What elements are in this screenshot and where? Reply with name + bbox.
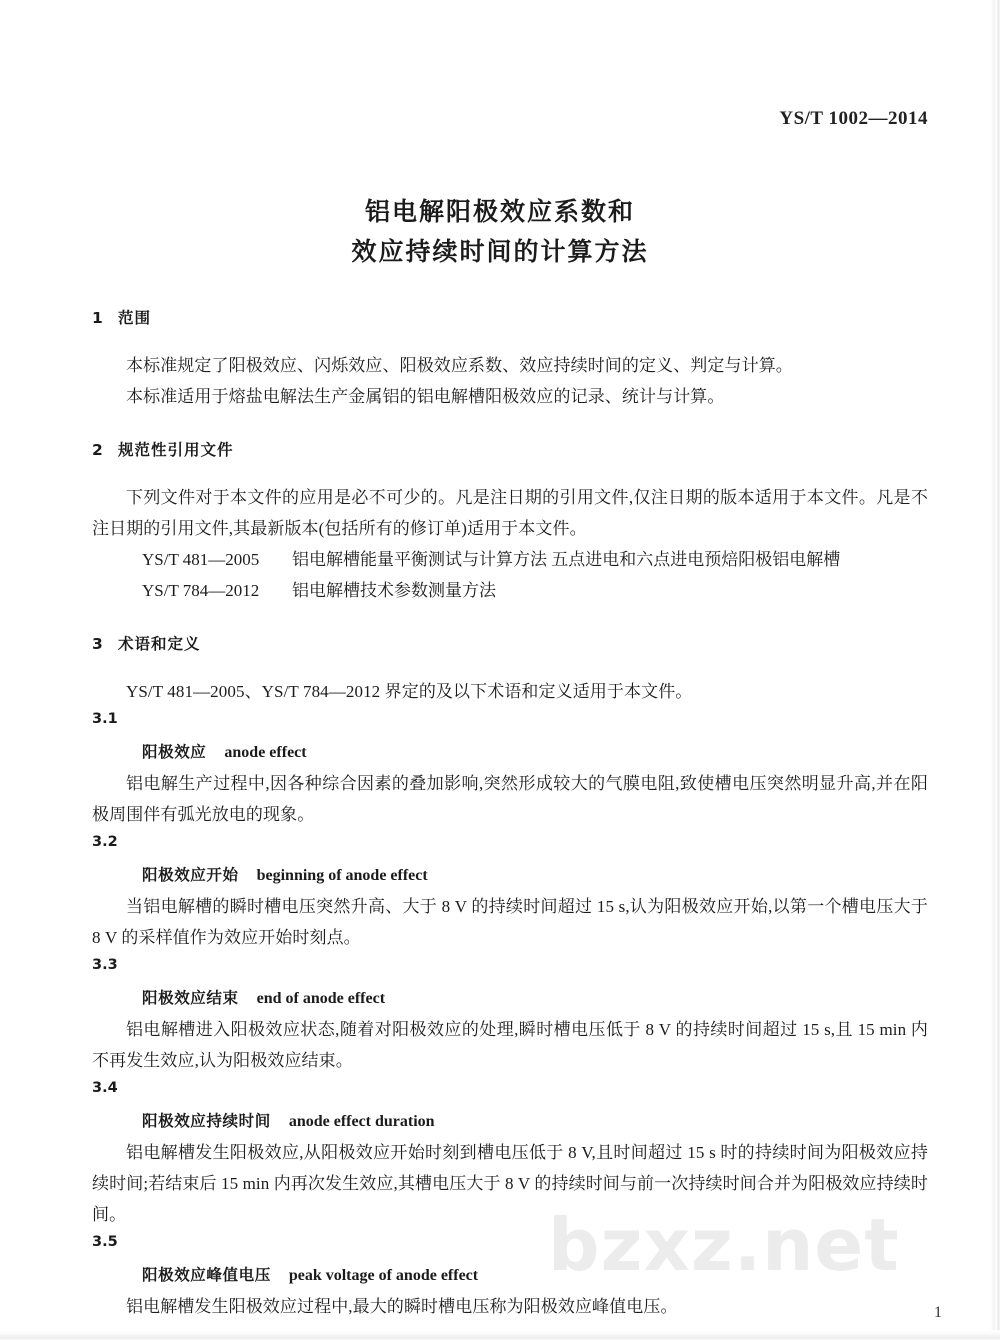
normative-reference-2 (142, 575, 928, 606)
term-body-3-2: 当铝电解槽的瞬时槽电压突然升高、大于 8 V 的持续时间超过 15 s,认为阳极效应开始,以第一个槽电压大于 8 V 的采样值作为效应开始时刻点。 (92, 897, 928, 947)
document-body (92, 306, 928, 1322)
clause-heading-1 (92, 306, 928, 328)
standard-number-header: YS/T 1002—2014 (779, 108, 928, 129)
clause-number-3: 3 (92, 635, 104, 653)
normative-reference-1-id: YS/T 481—2005 (142, 550, 260, 569)
term-title-3-5 (142, 1260, 928, 1291)
term-en-3-2: beginning of anode effect (256, 867, 428, 884)
term-body-3-3: 铝电解槽进入阳极效应状态,随着对阳极效应的处理,瞬时槽电压低于 8 V 的持续时间超过 15 s,且 15 min 内不再发生效应,认为阳极效应结束。 (92, 1020, 928, 1070)
term-title-3-2 (142, 860, 928, 891)
page-number: 1 (934, 1304, 942, 1321)
term-body-3-4: 铝电解槽发生阳极效应,从阳极效应开始时刻到槽电压低于 8 V,且时间超过 15 s 时的持续时间为阳极效应持续时间;若结束后 15 min 内再次发生效应,其槽电压大于 8 V 的持续时间与前一次持续时间合并为阳极效应持续时间。 (92, 1143, 928, 1224)
clause-title-2: 规范性引用文件 (118, 441, 234, 459)
clause-title-3: 术语和定义 (118, 635, 201, 653)
term-body-3-5: 铝电解槽发生阳极效应过程中,最大的瞬时槽电压称为阳极效应峰值电压。 (126, 1297, 678, 1316)
term-en-3-5: peak voltage of anode effect (288, 1267, 479, 1284)
clause-heading-3 (92, 632, 928, 654)
clause-3-intro: YS/T 481—2005、YS/T 784—2012 界定的及以下术语和定义适用于本文件。 (126, 682, 693, 701)
term-zh-3-4: 阳极效应持续时间 (142, 1112, 271, 1130)
normative-reference-2-id: YS/T 784—2012 (142, 581, 260, 600)
page-edge-bottom (0, 1330, 1000, 1340)
term-body-3-1: 铝电解生产过程中,因各种综合因素的叠加影响,突然形成较大的气膜电阻,致使槽电压突然明显升高,并在阳极周围伴有弧光放电的现象。 (92, 774, 928, 824)
normative-reference-1-title: 铝电解槽能量平衡测试与计算方法 五点进电和六点进电预焙阳极铝电解槽 (292, 550, 841, 569)
normative-reference-1 (142, 544, 928, 575)
clause-number-1: 1 (92, 309, 104, 327)
clause-1-paragraph-2: 本标准适用于熔盐电解法生产金属铝的铝电解槽阳极效应的记录、统计与计算。 (126, 387, 725, 406)
term-zh-3-3: 阳极效应结束 (142, 989, 239, 1007)
site-watermark: bzxz.net (548, 1203, 900, 1287)
clause-heading-2 (92, 438, 928, 460)
term-zh-3-5: 阳极效应峰值电压 (142, 1266, 271, 1284)
term-number-3-1: 3.1 (92, 711, 118, 727)
clause-title-1: 范围 (118, 309, 152, 327)
term-title-3-1 (142, 737, 928, 768)
clause-2-paragraph-1: 下列文件对于本文件的应用是必不可少的。凡是注日期的引用文件,仅注日期的版本适用于本文件。凡是不注日期的引用文件,其最新版本(包括所有的修订单)适用于本文件。 (92, 488, 928, 538)
term-en-3-1: anode effect (224, 744, 307, 761)
title-line-2: 效应持续时间的计算方法 (351, 237, 649, 266)
term-en-3-4: anode effect duration (288, 1113, 435, 1130)
clause-number-2: 2 (92, 441, 104, 459)
term-number-3-3: 3.3 (92, 957, 118, 973)
clause-1-paragraph-1: 本标准规定了阳极效应、闪烁效应、阳极效应系数、效应持续时间的定义、判定与计算。 (126, 356, 793, 375)
term-number-3-4: 3.4 (92, 1080, 118, 1096)
document-title (0, 192, 1000, 272)
title-line-1: 铝电解阳极效应系数和 (364, 197, 635, 226)
term-number-3-5: 3.5 (92, 1234, 118, 1250)
term-zh-3-2: 阳极效应开始 (142, 866, 239, 884)
term-title-3-3 (142, 983, 928, 1014)
term-title-3-4 (142, 1106, 928, 1137)
normative-reference-2-title: 铝电解槽技术参数测量方法 (292, 581, 496, 600)
term-en-3-3: end of anode effect (256, 990, 386, 1007)
term-zh-3-1: 阳极效应 (142, 743, 207, 761)
term-number-3-2: 3.2 (92, 834, 118, 850)
